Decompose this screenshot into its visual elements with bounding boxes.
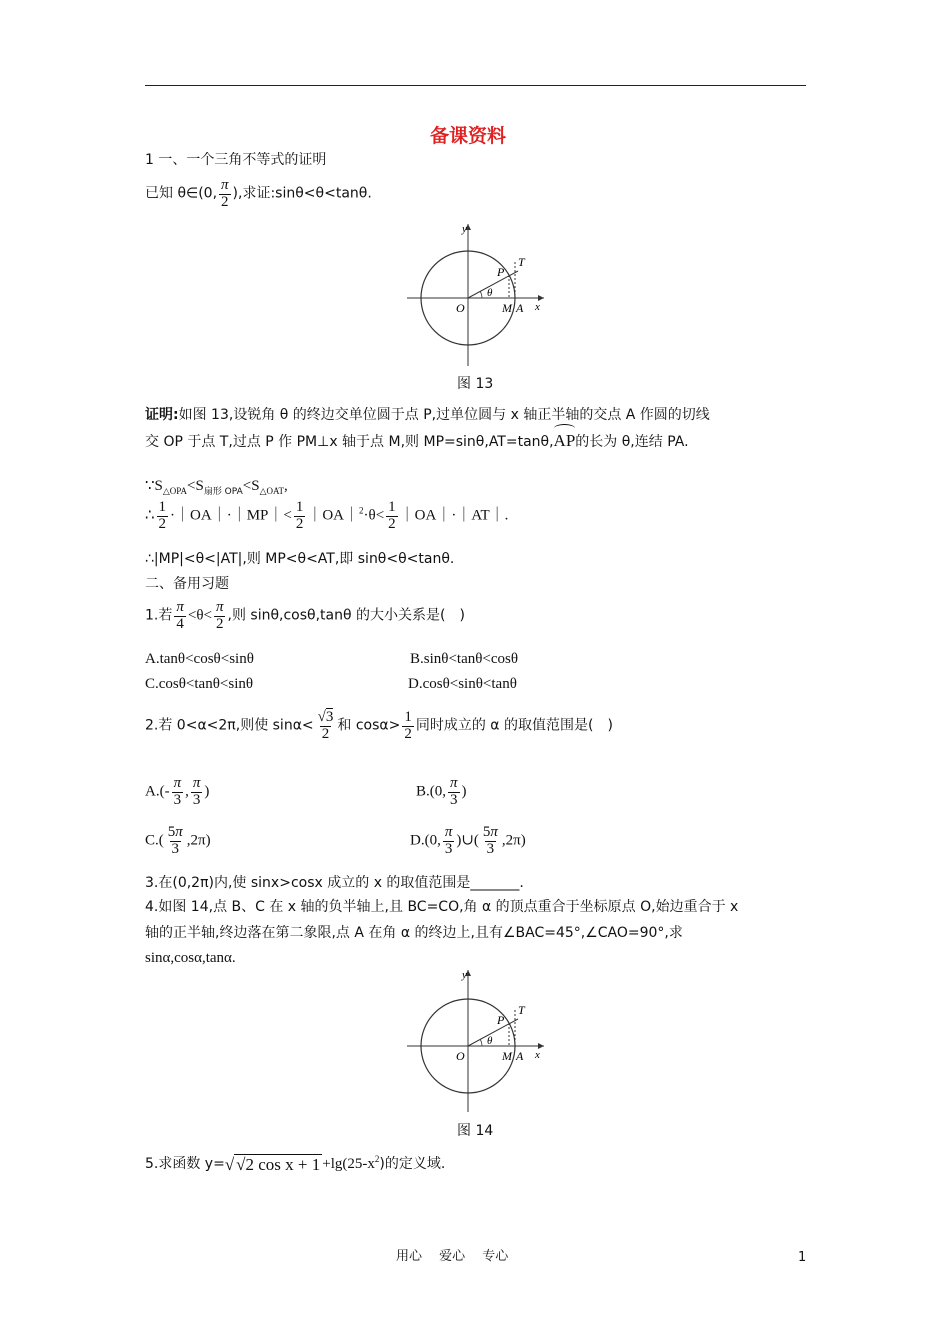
- q2-option-b: [416, 776, 467, 809]
- arc-label: AP: [553, 431, 576, 450]
- question-2: [145, 710, 613, 743]
- question-4-line-2: 轴的正半轴,终边落在第二象限,点 A 在角 α 的终边上,且有∠BAC=45°,∠CAO=90°,求: [145, 925, 683, 941]
- figure-14-unit-circle: [402, 966, 552, 1114]
- radicand-tail: cos x + 1: [258, 1155, 321, 1175]
- sub-triangle-oat: △OAT: [259, 486, 285, 496]
- numerator: [481, 825, 500, 841]
- numerator: 1: [158, 499, 167, 515]
- five: 5: [482, 824, 491, 840]
- denominator: 3: [171, 840, 179, 857]
- label-T: T: [518, 1003, 525, 1017]
- numerator: [316, 710, 336, 726]
- because-S: ∵S: [145, 478, 163, 494]
- d-close: ,2π): [501, 832, 526, 849]
- c-close: ,2π): [186, 832, 211, 849]
- denominator: 2: [295, 515, 304, 532]
- fraction-half-3: [386, 500, 398, 533]
- question-4-line-1: 4.如图 14,点 B、C 在 x 轴的负半轴上,且 BC=CO,角 α 的顶点重合于坐标原点 O,始边重合于 x: [145, 899, 739, 915]
- b-close: ): [461, 783, 467, 800]
- q1-suffix: ,则 sinθ,cosθ,tanθ 的大小关系是( ): [227, 607, 465, 624]
- q1-option-d: D.cosθ<sinθ<tanθ: [408, 676, 517, 692]
- therefore-line-2: ∴|MP|<θ<|AT|,则 MP<θ<AT,即 sinθ<θ<tanθ.: [145, 551, 455, 567]
- q1-mid: <θ<: [187, 607, 212, 624]
- figure-13-unit-circle: [402, 220, 552, 368]
- five: 5: [167, 824, 176, 840]
- area-inequality: [145, 479, 288, 497]
- c-open: C.(: [145, 832, 164, 849]
- outer-sqrt-symbol: √: [224, 1155, 235, 1175]
- numerator: π: [176, 599, 184, 615]
- terminal-ray: [468, 1019, 518, 1046]
- label-theta: θ: [487, 287, 493, 299]
- label-O: O: [456, 1049, 465, 1063]
- q1-option-a: A.tanθ<cosθ<sinθ: [145, 651, 254, 667]
- numerator: π: [221, 177, 229, 193]
- label-O: O: [456, 301, 465, 315]
- q5-suffix-a: +lg(25-x: [322, 1156, 375, 1172]
- q2-option-d: [410, 825, 526, 858]
- lt-S-2: <S: [242, 478, 260, 494]
- fraction-pi-over-3: [191, 776, 203, 809]
- denominator: 3: [486, 840, 495, 857]
- denominator: 3: [450, 791, 458, 808]
- a-open: A.(: [145, 783, 165, 800]
- theta-arc: [480, 1039, 482, 1046]
- denominator: 3: [444, 840, 453, 857]
- a-close: ): [204, 783, 210, 800]
- question-1: [145, 600, 465, 633]
- numerator: 1: [404, 709, 412, 725]
- given-statement: [145, 178, 372, 211]
- comma: ,: [284, 478, 288, 494]
- d-open: D.(0,: [410, 832, 441, 849]
- numerator: π: [173, 775, 182, 791]
- arc-mark: [554, 424, 576, 433]
- pi: π: [490, 824, 498, 840]
- numerator: 1: [388, 499, 396, 515]
- label-P: P: [497, 265, 505, 279]
- given-prefix: 已知 θ∈(0,: [145, 185, 218, 202]
- denominator: 2: [388, 515, 396, 532]
- figure-13-caption: 图 13: [457, 376, 494, 392]
- pi: π: [175, 824, 183, 840]
- denominator: 3: [173, 791, 182, 808]
- proof-line-2b: 的长为 θ,连结 PA.: [575, 434, 689, 450]
- proof-line-1: 如图 13,设锐角 θ 的终边交单位圆于点 P,过单位圆与 x 轴正半轴的交点 A 作圆的切线: [178, 407, 710, 423]
- label-theta: θ: [487, 1035, 493, 1047]
- label-A: A: [516, 1049, 524, 1063]
- q1-option-b: B.sinθ<tanθ<cosθ: [410, 651, 519, 667]
- superscript-2: 2: [374, 1154, 380, 1164]
- q2-mid: 和 cosα>: [337, 717, 401, 734]
- denominator: 2: [221, 193, 229, 210]
- sub-sector-opa: 扇形 OPA: [203, 487, 243, 497]
- page-number: 1: [798, 1250, 807, 1265]
- a-comma: ,: [185, 783, 189, 800]
- fraction-5pi-over-3: [481, 825, 500, 858]
- outer-radicand: [234, 1154, 322, 1174]
- denominator: 2: [215, 615, 224, 632]
- section-2-heading: 二、备用习题: [145, 576, 229, 592]
- label-M: M: [502, 301, 512, 315]
- theta-arc: [480, 291, 482, 298]
- part-3: ·θ<: [363, 507, 385, 524]
- numerator: π: [450, 775, 458, 791]
- inner-sqrt-symbol: √: [236, 1155, 246, 1175]
- superscript-2: 2: [359, 505, 364, 516]
- b-open: B.(0,: [416, 783, 446, 800]
- fraction-pi-over-2: [214, 600, 226, 633]
- sqrt-expression: [225, 1156, 322, 1173]
- label-y: y: [462, 223, 467, 235]
- fraction-pi-over-3: [448, 776, 460, 809]
- q1-prefix: 1.若: [145, 607, 173, 624]
- proof-line-2a: 交 OP 于点 T,过点 P 作 PM⊥x 轴于点 M,则 MP=sinθ,AT=tanθ,: [145, 434, 554, 450]
- denominator: 2: [321, 725, 330, 742]
- lt-S-1: <S: [187, 478, 204, 494]
- label-x: x: [535, 301, 540, 313]
- therefore-symbol: ∴: [145, 507, 155, 524]
- given-suffix: ),求证:sinθ<θ<tanθ.: [232, 185, 372, 202]
- q2-option-a: [145, 776, 209, 809]
- q2-option-c: [145, 825, 211, 858]
- question-4-line-3: sinα,cosα,tanα.: [145, 950, 236, 966]
- denominator: 4: [176, 615, 184, 632]
- part-4: ｜OA｜·｜AT｜.: [399, 507, 509, 524]
- q1-option-c: C.cosθ<tanθ<sinθ: [145, 676, 254, 692]
- q2-suffix: 同时成立的 α 的取值范围是( ): [415, 717, 613, 734]
- fraction-pi-over-3: [172, 776, 184, 809]
- fraction-sqrt3-over-2: [316, 710, 336, 743]
- inner-radicand: 2: [245, 1155, 255, 1175]
- arc-AP: [554, 428, 576, 454]
- question-5: [145, 1155, 445, 1173]
- footer-slogan: 用心 爱心 专心: [396, 1249, 509, 1264]
- label-P: P: [497, 1013, 505, 1027]
- numerator: π: [215, 599, 224, 615]
- numerator: [166, 825, 185, 841]
- denominator: 3: [192, 791, 201, 808]
- fraction-5pi-over-3: [166, 825, 185, 858]
- q5-prefix: 5.求函数 y=: [145, 1156, 225, 1172]
- q5-suffix-b: )的定义域.: [379, 1156, 446, 1172]
- part-2: ｜OA｜: [307, 507, 360, 524]
- label-A: A: [516, 301, 524, 315]
- page-title: 备课资料: [430, 125, 507, 147]
- part-1: ·｜OA｜·｜MP｜<: [170, 507, 292, 524]
- proof-label: 证明:: [145, 407, 179, 423]
- denominator: 2: [158, 515, 167, 532]
- label-x: x: [535, 1049, 540, 1061]
- fraction-pi-over-4: [174, 600, 186, 633]
- fraction-pi-over-2: [219, 178, 231, 211]
- label-T: T: [518, 255, 525, 269]
- therefore-line-1: [145, 500, 508, 533]
- fraction-half-1: [157, 500, 169, 533]
- numerator: π: [444, 824, 453, 840]
- radicand: 3: [325, 709, 334, 725]
- fraction-pi-over-3: [443, 825, 455, 858]
- section-1-heading: 1 一、一个三角不等式的证明: [145, 152, 327, 168]
- q2-prefix: 2.若 0<α<2π,则使 sinα<: [145, 717, 314, 734]
- terminal-ray: [468, 271, 518, 298]
- fraction-half: [402, 710, 414, 743]
- denominator: 2: [404, 725, 412, 742]
- label-M: M: [502, 1049, 512, 1063]
- numerator: 1: [295, 499, 304, 515]
- figure-14-caption: 图 14: [457, 1123, 494, 1139]
- d-union: )∪(: [456, 832, 479, 849]
- numerator: π: [192, 775, 201, 791]
- fraction-half-2: [294, 500, 306, 533]
- label-y: y: [462, 969, 467, 981]
- sub-triangle-opa: △OPA: [162, 486, 187, 496]
- question-3: 3.在(0,2π)内,使 sinx>cosx 成立的 x 的取值范围是_______.: [145, 875, 524, 891]
- a-neg: -: [164, 783, 170, 800]
- header-rule: [145, 85, 806, 86]
- proof-paragraph: [145, 402, 806, 455]
- sqrt-symbol: √: [317, 709, 326, 725]
